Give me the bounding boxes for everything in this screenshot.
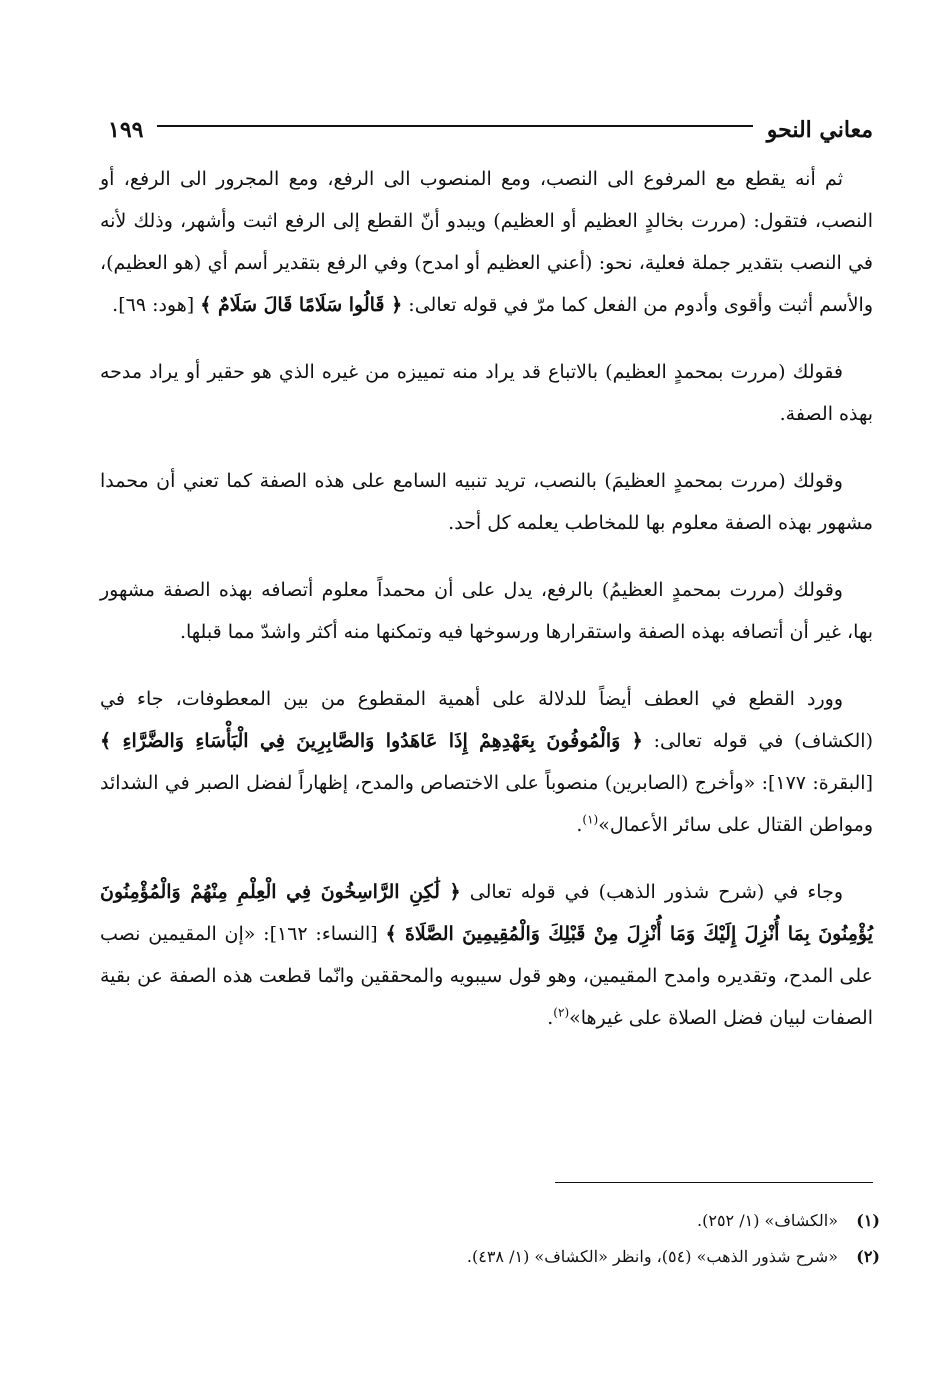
paragraph-text: . [547,1007,554,1029]
paragraph-text: [البقرة: ١٧٧]: «وأخرج (الصابرين) منصوباً على الاختصاص والمدح، إظهاراً لفضل الصبر في الشدائد ومواطن القتال على سائر الأعمال» [100,772,873,836]
footnotes [320,1203,880,1275]
paragraph-5 [100,678,873,846]
running-title: معاني النحو [766,117,873,143]
page-header [108,108,873,152]
paragraph-text: [النساء: ١٦٢]: «إن المقيمين نصب على المدح، وتقديره وامدح المقيمين، وهو قول سيبويه والمحققين وانّما قطعت هذه الصفة عن بقية الصفات لبيان فضل الصلاة على غيرها» [100,923,873,1029]
footnote-1 [320,1203,880,1239]
verse-reference: [هود: ٦٩]. [112,294,201,316]
quran-verse: ﴿ قَالُوا سَلَامًا قَالَ سَلَامٌ ﴾ [200,294,403,316]
paragraph-3 [100,460,873,544]
paragraph-4 [100,569,873,653]
paragraph-2 [100,351,873,435]
paragraph-1 [100,158,873,326]
paragraph-6 [100,871,873,1039]
paragraph-text: وقولك (مررت بمحمدٍ العظيمُ) بالرفع، يدل على أن محمداً معلوم أتصافه بهذه الصفة مشهور بها، غير أن أتصافه بهذه الصفة واستقرارها ورسوخها فيه وتمكنها منه أكثر واشدّ مما قبلها. [100,579,873,643]
header-rule [157,125,752,127]
footnote-number: (١) [856,1211,880,1230]
footnote-text: «شرح شذور الذهب» (٥٤)، وانظر «الكشاف» (١/ ٤٣٨). [466,1247,838,1266]
paragraph-text: وورد القطع في العطف أيضاً للدلالة على أهمية المقطوع من بين المعطوفات، جاء في (الكشاف) في قوله تعالى: [100,688,873,752]
paragraph-text: ثم أنه يقطع مع المرفوع الى النصب، ومع المنصوب الى الرفع، ومع المجرور الى الرفع، أو النصب، فتقول: (مررت بخالدٍ العظيم أو العظيم) ويبدو أنّ القطع إلى الرفع اثبت وأشهر، وذلك لأنه في النصب بتقدير جملة فعلية، نحو: (أعني العظيم أو امدح) وفي الرفع بتقدير أسم أي (هو العظيم)، والأسم أثبت وأقوى وأدوم من الفعل كما مرّ في قوله تعالى: [100,168,873,316]
paragraph-text: وجاء في (شرح شذور الذهب) في قوله تعالى [460,881,843,903]
footnote-separator [555,1182,873,1183]
footnote-number: (٢) [856,1247,880,1266]
main-text [100,158,873,1039]
footnote-text: «الكشاف» (١/ ٢٥٢). [697,1211,838,1230]
paragraph-text: وقولك (مررت بمحمدٍ العظيمَ) بالنصب، تريد تنبيه السامع على هذه الصفة كما تعني أن محمدا مشهور بهذه الصفة معلوم بها للمخاطب يعلمه كل أحد. [100,470,873,534]
paragraph-text: . [576,814,583,836]
footnote-ref: (٢) [553,1005,570,1020]
footnote-ref: (١) [582,812,599,827]
footnote-2 [320,1239,880,1275]
paragraph-text: فقولك (مررت بمحمدٍ العظيم) بالاتباع قد يراد منه تمييزه من غيره الذي هو حقير أو يراد مدحه بهذه الصفة. [100,361,873,425]
quran-verse: ﴿ لَٰكِنِ الرَّاسِخُونَ فِي الْعِلْمِ مِنْهُمْ وَالْمُؤْمِنُونَ يُؤْمِنُونَ بِمَا أُنْزِلَ إِلَيْكَ وَمَا أُنْزِلَ مِنْ قَبْلِكَ وَالْمُقِيمِينَ الصَّلَاةَ ﴾ [100,881,873,945]
quran-verse: ﴿ وَالْمُوفُونَ بِعَهْدِهِمْ إِذَا عَاهَدُوا وَالصَّابِرِينَ فِي الْبَأْسَاءِ وَالضَّرَّاءِ ﴾ [100,730,643,752]
page-number: ١٩٩ [108,117,144,143]
